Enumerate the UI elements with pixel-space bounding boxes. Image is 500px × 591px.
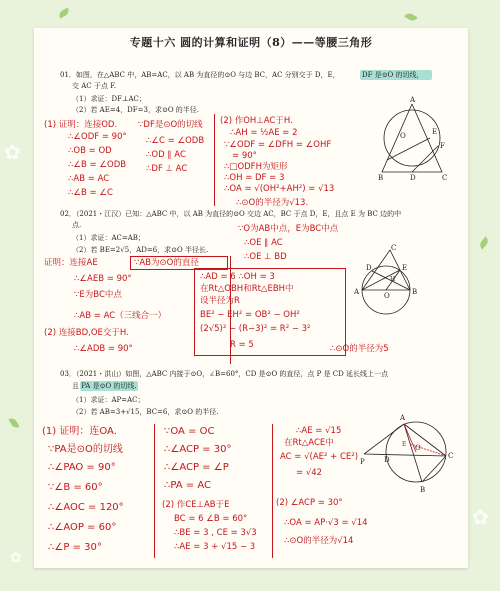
- leaf-icon: [8, 416, 19, 429]
- q2-stem-line2: 点.: [72, 221, 82, 229]
- q2-sub1: （1）求证：AC=AB；: [72, 234, 145, 242]
- q1-figure: [374, 94, 454, 184]
- q3-col1-4: ∴∠AOC = 120°: [48, 502, 124, 513]
- q1-label-f: F: [440, 142, 445, 150]
- q1-proof-5: ∴∠B = ∠C: [68, 188, 113, 198]
- q1-stem-line1: 01．如图，在△ABC 中，AB=AC，以 AB 为直径的⊙O 与边 BC，AC 分别交于 D，E，: [60, 71, 340, 79]
- q2-label-d: D: [366, 264, 372, 272]
- q2-label-a: A: [354, 288, 360, 296]
- q2-label-b: B: [412, 288, 418, 296]
- q2-right-top-1: ∴OE ∥ AC: [244, 238, 283, 248]
- q1-label-d: D: [410, 174, 416, 182]
- q3-col2-7: ∴AE = 3 + √15 − 3: [174, 542, 256, 552]
- q1-sub1: （1）求证：DF⊥AC；: [72, 95, 146, 103]
- q2-box-0: ∴AD = 6 ∴OH = 3: [200, 272, 275, 282]
- q3-col3-0: ∴AE = √15: [296, 426, 342, 436]
- q1-right-1: ∴AH = ½AE = 2: [230, 128, 298, 138]
- q2-sub2: （2）若 BE=2√5，AD=6，求⊙O 半径长.: [72, 246, 209, 254]
- q3-label-p: P: [360, 458, 365, 466]
- q3-col1-0: (1) 证明：连OA.: [42, 426, 117, 437]
- leaf-icon: [478, 236, 490, 249]
- flower-icon: ✿: [10, 550, 22, 566]
- q3-line-ac: [404, 424, 446, 456]
- page-title: 专题十六 圆的计算和证明（8）——等腰三角形: [129, 36, 373, 49]
- q2-figure: [352, 244, 428, 324]
- q2-proof-0: 证明：连接AE: [44, 258, 98, 268]
- worksheet-page: [34, 28, 468, 568]
- q3-col3-1: 在Rt△ACE中: [284, 438, 334, 448]
- leaf-icon: [57, 7, 70, 18]
- q2-proof-5: (2) 连接BD,OE交于H.: [44, 328, 129, 338]
- q3-col2-0: ∵OA = OC: [164, 426, 215, 437]
- q1-proof-3: ∴∠B = ∠ODB: [68, 160, 127, 170]
- q1-right-2: ∵∠ODF = ∠DFH = ∠OHF: [224, 140, 332, 150]
- q3-col2-2: ∴∠ACP = ∠P: [164, 462, 229, 473]
- q3-col3-4: (2) ∠ACP = 30°: [276, 498, 343, 508]
- q1-mid-0: ∵DF是⊙O的切线: [138, 120, 203, 130]
- q3-col3-6: ∴⊙O的半径为√14: [284, 536, 354, 546]
- q3-label-o: O: [415, 444, 421, 452]
- q2-box-3: BE² − EH² = OB² − OH²: [200, 310, 300, 320]
- q3-col1-5: ∴∠AOP = 60°: [48, 522, 117, 533]
- q2-right-top-0: ∵O为AB中点，E为BC中点: [238, 224, 339, 234]
- q2-label-h: H: [390, 276, 396, 283]
- q2-box-5: R = 5: [230, 340, 254, 350]
- q1-proof-0: (1) 证明：连接OD.: [44, 120, 118, 130]
- q1-right-4: ∴□ODFH为矩形: [224, 162, 288, 172]
- q3-col2-4: (2) 作CE⊥AB于E: [162, 500, 230, 510]
- q3-label-c: C: [448, 452, 454, 460]
- q1-proof-2: ∴OB = OD: [68, 146, 112, 156]
- q3-divider-2: [272, 424, 273, 558]
- q3-line-ab: [404, 424, 422, 482]
- q3-col2-5: BC = 6 ∠B = 60°: [174, 514, 248, 524]
- q1-right-3: = 90°: [232, 151, 257, 161]
- q1-mid-3: ∴DF ⊥ AC: [146, 164, 188, 174]
- flower-icon: ✿: [472, 505, 489, 529]
- q3-line-pa: [364, 424, 407, 454]
- q1-highlight-text: DF 是⊙O 的切线，: [362, 71, 424, 79]
- q1-line-be: [387, 138, 430, 160]
- q3-line-pc: [364, 454, 446, 456]
- q2-box-4: (2√5)² − (R−3)² = R² − 3²: [200, 324, 311, 334]
- q3-label-e: E: [402, 441, 407, 448]
- q1-label-c: C: [442, 174, 448, 182]
- q1-stem-line2: 交 AC 于点 F.: [72, 82, 117, 90]
- q3-line-bc: [422, 456, 446, 482]
- q3-figure: [360, 406, 460, 496]
- q1-label-a: A: [410, 96, 416, 104]
- q1-right-5: ∴OH = DF = 3: [224, 173, 285, 183]
- q3-divider-1: [154, 424, 155, 558]
- q2-right-top-2: ∴OE ⊥ BD: [244, 252, 287, 262]
- q3-col3-3: = √42: [296, 468, 323, 478]
- q1-divider: [214, 114, 215, 206]
- q2-box-2: 设半径为R: [200, 296, 240, 306]
- q3-label-a: A: [400, 414, 406, 422]
- q1-sub2: （2）若 AE=4，DF=3，求⊙O 的半径.: [72, 106, 200, 114]
- leaf-icon: [404, 11, 417, 22]
- q3-label-b: B: [420, 486, 426, 494]
- q1-proof-1: ∴∠ODF = 90°: [68, 132, 127, 142]
- q2-stem-line1: 02．（2021・江汉）已知：△ABC 中，以 AB 为直径的⊙O 交边 AC，BC 于点 D，E，且点 E 为 BC 边的中: [60, 210, 402, 218]
- q1-proof-4: ∴AB = AC: [68, 174, 110, 184]
- q1-label-e: E: [432, 128, 438, 136]
- q1-mid-1: ∴∠C = ∠ODB: [146, 136, 205, 146]
- q3-stem-line1: 03．（2021・洪山）如图，△ABC 内接于⊙O，∠B=60°，CD 是⊙O 的直径，点 P 是 CD 延长线上一点: [60, 370, 389, 378]
- q3-col2-6: ∴BE = 3 , CE = 3√3: [174, 528, 257, 538]
- q2-label-c: C: [391, 244, 397, 252]
- q1-triangle: [382, 104, 442, 172]
- q1-right-0: (2) 作OH⊥AC于H.: [220, 116, 293, 126]
- q3-col1-2: ∴∠PAO = 90°: [48, 462, 116, 473]
- q2-proof-2: ∴∠AEB = 90°: [74, 274, 132, 284]
- q3-col3-2: AC = √(AE² + CE²): [280, 452, 359, 462]
- q2-label-o: O: [384, 292, 390, 300]
- q1-right-7: ∴⊙O的半径为√13.: [236, 198, 309, 208]
- q2-proof-1: ∵AB为⊙O的直径: [134, 258, 199, 268]
- q2-label-e: E: [402, 264, 408, 272]
- q3-col2-1: ∴∠ACP = 30°: [164, 444, 232, 455]
- q2-box-1: 在Rt△OBH和Rt△EBH中: [200, 284, 294, 294]
- q3-stem-line2: 且 PA 是⊙O 的切线.: [72, 382, 137, 390]
- q3-sub2: （2）若 AB=3+√15，BC=6，求⊙O 的半径.: [72, 408, 219, 416]
- q3-col1-6: ∴∠P = 30°: [48, 542, 102, 553]
- q1-mid-2: ∴OD ∥ AC: [146, 150, 186, 160]
- q2-proof-6: ∴∠ADB = 90°: [74, 344, 133, 354]
- flower-icon: ✿: [4, 140, 21, 164]
- q3-highlight-text: PA 是⊙O 的切线: [81, 382, 135, 390]
- q1-label-b: B: [378, 174, 384, 182]
- q1-right-6: ∴OA = √(OH²+AH²) = √13: [224, 184, 335, 194]
- q2-proof-4: ∴AB = AC（三线合一）: [74, 311, 167, 321]
- q2-answer: ∴⊙O的半径为5: [330, 344, 389, 354]
- q1-line-dt: [412, 146, 438, 172]
- q3-label-d: D: [384, 456, 390, 464]
- q3-col3-5: ∴OA = AP·√3 = √14: [284, 518, 368, 528]
- q3-sub1: （1）求证：AP=AC；: [72, 396, 145, 404]
- q3-col1-3: ∵∠B = 60°: [48, 482, 103, 493]
- q3-col1-1: ∵PA是⊙O的切线: [48, 444, 123, 455]
- q3-col2-3: ∴PA = AC: [164, 480, 211, 491]
- q1-label-o: O: [400, 132, 406, 140]
- q2-proof-3: ∵E为BC中点: [74, 290, 122, 300]
